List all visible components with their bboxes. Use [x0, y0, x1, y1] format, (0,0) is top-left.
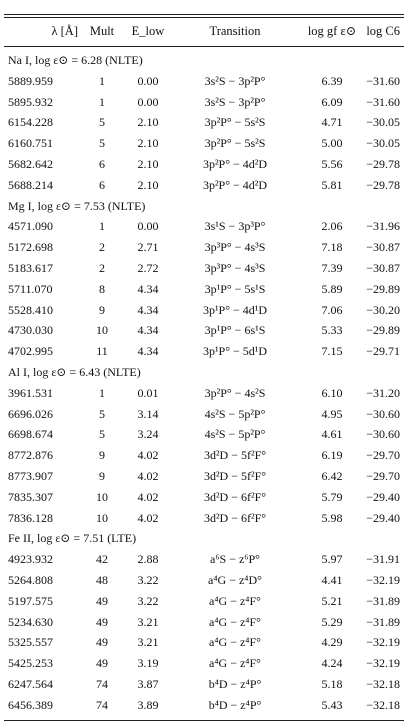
- cell-transition: a⁴G − z⁴F°: [209, 635, 261, 650]
- cell-logc6: −31.60: [366, 94, 400, 109]
- cell-logc6: −31.89: [366, 614, 400, 629]
- cell-mult: 5: [99, 136, 105, 151]
- cell-mult: 10: [96, 489, 108, 504]
- table-row: [4, 487, 404, 508]
- cell-lambda: 5172.698: [8, 240, 53, 255]
- cell-loggf: 4.41: [321, 572, 343, 587]
- cell-transition: 3p²P° − 4d²D: [202, 156, 268, 171]
- cell-logc6: −29.40: [366, 510, 400, 525]
- cell-transition: 4s²S − 5p²P°: [204, 406, 266, 421]
- table-row: [4, 632, 404, 653]
- cell-elow: 3.19: [137, 656, 159, 671]
- cell-transition: 3p²P° − 5s²S: [204, 136, 266, 151]
- cell-lambda: 5682.642: [8, 156, 53, 171]
- cell-loggf: 6.10: [321, 385, 343, 400]
- cell-loggf: 5.98: [321, 510, 343, 525]
- cell-lambda: 5264.808: [8, 572, 53, 587]
- cell-mult: 49: [96, 635, 108, 650]
- table-row: [4, 695, 404, 716]
- cell-transition: 3p³P° − 4s³S: [204, 260, 266, 275]
- cell-loggf: 7.15: [321, 344, 343, 359]
- cell-mult: 9: [99, 448, 105, 463]
- cell-lambda: 5895.932: [8, 94, 53, 109]
- cell-transition: 3p¹P° − 5d¹D: [202, 344, 268, 359]
- table-row: [4, 279, 404, 300]
- cell-elow: 3.21: [137, 635, 159, 650]
- cell-lambda: 4571.090: [8, 219, 53, 234]
- cell-logc6: −30.05: [366, 136, 400, 151]
- table-row: [4, 133, 404, 154]
- cell-logc6: −32.19: [366, 572, 400, 587]
- table-row: [4, 71, 404, 92]
- cell-transition: 3s²S − 3p²P°: [204, 94, 266, 109]
- cell-loggf: 5.97: [321, 552, 343, 567]
- cell-loggf: 6.19: [321, 448, 343, 463]
- cell-logc6: −29.78: [366, 177, 400, 192]
- cell-mult: 1: [99, 73, 105, 88]
- cell-elow: 4.02: [137, 489, 159, 504]
- header-lambda: λ [Å]: [51, 24, 78, 38]
- header-row: [4, 18, 404, 44]
- table-row: [4, 653, 404, 674]
- cell-loggf: 7.18: [321, 240, 343, 255]
- cell-elow: 3.89: [137, 697, 159, 712]
- cell-lambda: 8773.907: [8, 468, 53, 483]
- table-row: [4, 237, 404, 258]
- header-logc6: log C6: [366, 24, 400, 38]
- cell-transition: 3p¹P° − 6s¹S: [204, 323, 266, 338]
- cell-mult: 10: [96, 510, 108, 525]
- cell-transition: 3d²D − 6f²F°: [203, 510, 267, 525]
- cell-lambda: 4923.932: [8, 552, 53, 567]
- group-header: Fe II, log ε⊙ = 7.51 (LTE): [8, 531, 137, 546]
- cell-logc6: −29.89: [366, 323, 400, 338]
- cell-transition: a⁴G − z⁴F°: [209, 614, 261, 629]
- cell-elow: 0.00: [137, 219, 159, 234]
- cell-transition: 3p²P° − 5s²S: [204, 115, 266, 130]
- cell-lambda: 6456.389: [8, 697, 53, 712]
- cell-transition: a⁴G − z⁴F°: [209, 656, 261, 671]
- cell-logc6: −29.70: [366, 448, 400, 463]
- cell-logc6: −31.91: [366, 552, 400, 567]
- cell-elow: 2.10: [137, 177, 159, 192]
- cell-lambda: 5528.410: [8, 302, 53, 317]
- cell-loggf: 5.89: [321, 281, 343, 296]
- cell-elow: 3.14: [137, 406, 159, 421]
- cell-logc6: −30.60: [366, 427, 400, 442]
- cell-lambda: 5688.214: [8, 177, 53, 192]
- table-row: [4, 175, 404, 196]
- cell-logc6: −29.70: [366, 468, 400, 483]
- cell-loggf: 7.39: [321, 260, 343, 275]
- cell-elow: 0.00: [137, 94, 159, 109]
- cell-transition: a⁴G − z⁴D°: [208, 572, 262, 587]
- cell-loggf: 5.33: [321, 323, 343, 338]
- cell-mult: 2: [99, 260, 105, 275]
- header-loggf: log gf ε⊙: [307, 24, 357, 38]
- cell-logc6: −29.71: [366, 344, 400, 359]
- cell-elow: 2.88: [137, 552, 159, 567]
- group-header: Al I, log ε⊙ = 6.43 (NLTE): [8, 364, 141, 379]
- header-mult: Mult: [89, 24, 115, 38]
- cell-loggf: 4.29: [321, 635, 343, 650]
- cell-mult: 6: [99, 177, 105, 192]
- cell-transition: 3s¹S − 3p³P°: [204, 219, 266, 234]
- cell-loggf: 4.71: [321, 115, 343, 130]
- cell-mult: 1: [99, 385, 105, 400]
- cell-loggf: 4.61: [321, 427, 343, 442]
- cell-mult: 8: [99, 281, 105, 296]
- cell-mult: 5: [99, 406, 105, 421]
- table-row: [4, 383, 404, 404]
- cell-mult: 74: [96, 697, 108, 712]
- cell-mult: 5: [99, 115, 105, 130]
- cell-transition: 3p²P° − 4s²S: [204, 385, 266, 400]
- table-row: [4, 320, 404, 341]
- cell-loggf: 5.21: [321, 593, 343, 608]
- cell-mult: 9: [99, 468, 105, 483]
- cell-transition: a⁴G − z⁴F°: [209, 593, 261, 608]
- cell-transition: 3p¹P° − 5s¹S: [204, 281, 266, 296]
- group-header: Mg I, log ε⊙ = 7.53 (NLTE): [8, 198, 146, 213]
- cell-logc6: −31.96: [366, 219, 400, 234]
- cell-lambda: 3961.531: [8, 385, 53, 400]
- cell-lambda: 6154.228: [8, 115, 53, 130]
- cell-mult: 74: [96, 676, 108, 691]
- cell-lambda: 5889.959: [8, 73, 53, 88]
- cell-loggf: 6.42: [321, 468, 343, 483]
- cell-elow: 4.02: [137, 510, 159, 525]
- cell-transition: 3d²D − 5f²F°: [203, 468, 267, 483]
- cell-mult: 10: [96, 323, 108, 338]
- cell-transition: 4s²S − 5p²P°: [204, 427, 266, 442]
- cell-lambda: 5711.070: [8, 281, 53, 296]
- cell-elow: 2.72: [137, 260, 159, 275]
- cell-logc6: −32.19: [366, 635, 400, 650]
- cell-lambda: 6696.026: [8, 406, 53, 421]
- cell-lambda: 8772.876: [8, 448, 53, 463]
- header-elow: E_low: [131, 24, 165, 38]
- cell-transition: 3p³P° − 4s³S: [204, 240, 266, 255]
- table-row: [4, 570, 404, 591]
- cell-elow: 3.87: [137, 676, 159, 691]
- cell-elow: 2.71: [137, 240, 159, 255]
- cell-loggf: 6.09: [321, 94, 343, 109]
- cell-transition: 3p¹P° − 4d¹D: [202, 302, 268, 317]
- cell-mult: 2: [99, 240, 105, 255]
- table-row: [4, 466, 404, 487]
- cell-elow: 3.22: [137, 572, 159, 587]
- cell-lambda: 6698.674: [8, 427, 53, 442]
- table-row: [4, 112, 404, 133]
- cell-elow: 2.10: [137, 156, 159, 171]
- cell-loggf: 5.79: [321, 489, 343, 504]
- cell-logc6: −29.78: [366, 156, 400, 171]
- table-row: [4, 424, 404, 445]
- cell-logc6: −32.18: [366, 697, 400, 712]
- cell-logc6: −30.20: [366, 302, 400, 317]
- table-body: [4, 50, 404, 716]
- cell-transition: 3s²S − 3p²P°: [204, 73, 266, 88]
- cell-logc6: −30.87: [366, 260, 400, 275]
- cell-mult: 1: [99, 94, 105, 109]
- cell-logc6: −30.60: [366, 406, 400, 421]
- table-row: [4, 591, 404, 612]
- cell-lambda: 5425.253: [8, 656, 53, 671]
- cell-loggf: 5.56: [321, 156, 343, 171]
- cell-mult: 49: [96, 614, 108, 629]
- cell-loggf: 5.43: [321, 697, 343, 712]
- cell-logc6: −32.18: [366, 676, 400, 691]
- header-transition: Transition: [209, 24, 261, 38]
- table-row: [4, 404, 404, 425]
- table-row: [4, 612, 404, 633]
- cell-elow: 2.10: [137, 115, 159, 130]
- cell-loggf: 5.18: [321, 676, 343, 691]
- table-row: [4, 258, 404, 279]
- cell-loggf: 6.39: [321, 73, 343, 88]
- cell-lambda: 6247.564: [8, 676, 53, 691]
- table-row: [4, 300, 404, 321]
- cell-elow: 4.02: [137, 448, 159, 463]
- cell-lambda: 7835.307: [8, 489, 53, 504]
- cell-transition: 3p²P° − 4d²D: [202, 177, 268, 192]
- cell-loggf: 5.00: [321, 136, 343, 151]
- cell-loggf: 2.06: [321, 219, 343, 234]
- cell-lambda: 7836.128: [8, 510, 53, 525]
- cell-elow: 0.01: [137, 385, 159, 400]
- cell-mult: 49: [96, 656, 108, 671]
- table-row: [4, 92, 404, 113]
- table-row: [4, 216, 404, 237]
- top-rule: [4, 14, 404, 15]
- cell-elow: 4.34: [137, 281, 159, 296]
- cell-loggf: 4.24: [321, 656, 343, 671]
- cell-elow: 4.02: [137, 468, 159, 483]
- cell-mult: 42: [96, 552, 108, 567]
- table-row: [4, 674, 404, 695]
- cell-transition: 3d²D − 5f²F°: [203, 448, 267, 463]
- cell-elow: 4.34: [137, 323, 159, 338]
- cell-logc6: −31.89: [366, 593, 400, 608]
- cell-mult: 9: [99, 302, 105, 317]
- cell-logc6: −32.19: [366, 656, 400, 671]
- table-row: [4, 549, 404, 570]
- cell-elow: 3.21: [137, 614, 159, 629]
- cell-logc6: −30.87: [366, 240, 400, 255]
- cell-elow: 2.10: [137, 136, 159, 151]
- cell-logc6: −29.40: [366, 489, 400, 504]
- cell-mult: 6: [99, 156, 105, 171]
- cell-lambda: 5183.617: [8, 260, 53, 275]
- cell-elow: 0.00: [137, 73, 159, 88]
- cell-transition: b⁴D − z⁴P°: [208, 697, 262, 712]
- cell-mult: 49: [96, 593, 108, 608]
- bottom-rule: [4, 720, 404, 721]
- cell-transition: 3d²D − 6f²F°: [203, 489, 267, 504]
- cell-elow: 4.34: [137, 344, 159, 359]
- table-row: [4, 154, 404, 175]
- line-data-table: [4, 14, 404, 721]
- table-row: [4, 508, 404, 529]
- cell-elow: 4.34: [137, 302, 159, 317]
- cell-loggf: 5.81: [321, 177, 343, 192]
- header-rule: [4, 46, 404, 47]
- cell-mult: 11: [96, 344, 108, 359]
- cell-lambda: 4730.030: [8, 323, 53, 338]
- cell-lambda: 5234.630: [8, 614, 53, 629]
- cell-lambda: 4702.995: [8, 344, 53, 359]
- table-row: [4, 445, 404, 466]
- cell-logc6: −29.89: [366, 281, 400, 296]
- cell-elow: 3.22: [137, 593, 159, 608]
- cell-logc6: −31.60: [366, 73, 400, 88]
- cell-logc6: −31.20: [366, 385, 400, 400]
- cell-transition: a⁶S − z⁶P°: [210, 552, 260, 567]
- cell-loggf: 5.29: [321, 614, 343, 629]
- cell-loggf: 7.06: [321, 302, 343, 317]
- cell-loggf: 4.95: [321, 406, 343, 421]
- cell-elow: 3.24: [137, 427, 159, 442]
- cell-lambda: 5197.575: [8, 593, 53, 608]
- cell-transition: b⁴D − z⁴P°: [208, 676, 262, 691]
- cell-mult: 1: [99, 219, 105, 234]
- table-row: [4, 341, 404, 362]
- cell-mult: 5: [99, 427, 105, 442]
- group-header: Na I, log ε⊙ = 6.28 (NLTE): [8, 53, 143, 67]
- cell-lambda: 6160.751: [8, 136, 53, 151]
- cell-lambda: 5325.557: [8, 635, 53, 650]
- cell-mult: 48: [96, 572, 108, 587]
- cell-logc6: −30.05: [366, 115, 400, 130]
